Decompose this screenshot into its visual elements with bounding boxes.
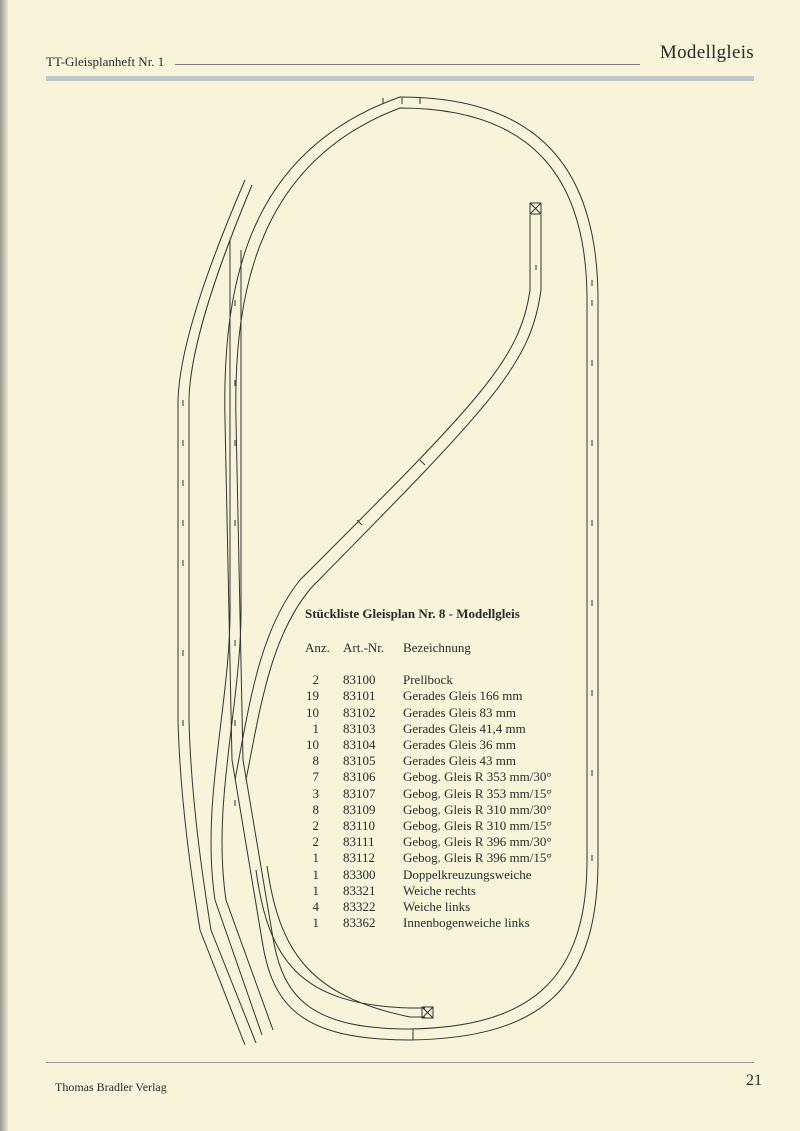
row-description: Gebog. Gleis R 310 mm/15° — [403, 818, 552, 834]
row-quantity: 4 — [312, 899, 319, 915]
row-quantity: 8 — [312, 801, 319, 817]
row-article-number: 83111 — [343, 834, 375, 850]
row-article-number: 83101 — [343, 688, 376, 704]
left-siding-track — [178, 180, 245, 1045]
footer-rule — [46, 1062, 754, 1063]
row-article-number: 83109 — [343, 801, 376, 817]
row-quantity: 1 — [312, 866, 319, 882]
page-number: 21 — [746, 1072, 762, 1089]
row-quantity: 19 — [306, 688, 319, 704]
row-description: Gerades Gleis 41,4 mm — [403, 720, 526, 736]
row-quantity: 3 — [312, 785, 319, 801]
row-article-number: 83107 — [343, 785, 376, 801]
row-quantity: 2 — [312, 834, 319, 850]
row-quantity: 1 — [312, 720, 319, 736]
row-quantity: 10 — [306, 704, 319, 720]
row-quantity: 2 — [312, 672, 319, 688]
table-row — [305, 753, 552, 769]
table-row — [305, 721, 552, 737]
row-article-number: 83100 — [343, 672, 376, 688]
row-quantity: 1 — [312, 850, 319, 866]
row-description: Gebog. Gleis R 353 mm/30° — [403, 769, 552, 785]
row-quantity: 1 — [312, 915, 319, 931]
table-row — [305, 769, 552, 785]
row-article-number: 83362 — [343, 915, 376, 931]
row-description: Weiche rechts — [403, 882, 476, 898]
row-description: Doppelkreuzungsweiche — [403, 866, 532, 882]
table-row — [305, 850, 552, 866]
row-article-number: 83106 — [343, 769, 376, 785]
row-article-number: 83110 — [343, 818, 376, 834]
row-quantity: 8 — [312, 753, 319, 769]
row-description: Gerades Gleis 83 mm — [403, 704, 517, 720]
table-row — [305, 802, 552, 818]
parts-list-header — [305, 640, 552, 656]
row-description: Gerades Gleis 36 mm — [403, 737, 517, 753]
section-title: Modellgleis — [659, 42, 754, 63]
table-row — [305, 688, 552, 704]
row-article-number: 83102 — [343, 704, 376, 720]
row-description: Gebog. Gleis R 396 mm/15° — [403, 850, 552, 866]
row-article-number: 83103 — [343, 720, 376, 736]
parts-list-title: Stückliste Gleisplan Nr. 8 - Modellgleis — [305, 606, 520, 621]
row-description: Gerades Gleis 43 mm — [403, 753, 517, 769]
left-siding-track-rail — [189, 185, 256, 1043]
table-row — [305, 834, 552, 850]
row-quantity: 2 — [312, 818, 319, 834]
table-row — [305, 672, 552, 688]
table-row — [305, 818, 552, 834]
table-row — [305, 899, 552, 915]
table-row — [305, 737, 552, 753]
row-quantity: 7 — [312, 769, 319, 785]
publisher-name: Thomas Bradler Verlag — [55, 1080, 167, 1094]
row-description: Gebog. Gleis R 396 mm/30° — [403, 834, 552, 850]
middle-siding-track — [211, 240, 262, 1035]
column-header-article-number: Art.-Nr. — [343, 640, 385, 655]
row-article-number: 83322 — [343, 899, 376, 915]
table-row — [305, 915, 552, 931]
parts-list — [305, 606, 552, 931]
row-article-number: 83300 — [343, 866, 376, 882]
column-header-quantity: Anz. — [305, 640, 330, 655]
row-description: Gerades Gleis 166 mm — [403, 688, 523, 704]
table-row — [305, 705, 552, 721]
row-description: Innenbogenweiche links — [403, 915, 530, 931]
row-description: Prellbock — [403, 672, 453, 688]
booklet-title: TT-Gleisplanheft Nr. 1 — [46, 54, 165, 69]
row-description: Weiche links — [403, 899, 471, 915]
row-article-number: 83105 — [343, 753, 376, 769]
row-description: Gebog. Gleis R 353 mm/15° — [403, 785, 552, 801]
table-row — [305, 786, 552, 802]
table-row — [305, 883, 552, 899]
column-header-description: Bezeichnung — [403, 640, 471, 655]
row-quantity: 10 — [306, 737, 319, 753]
row-article-number: 83104 — [343, 737, 376, 753]
row-article-number: 83321 — [343, 882, 376, 898]
row-description: Gebog. Gleis R 310 mm/30° — [403, 801, 552, 817]
table-row — [305, 867, 552, 883]
row-article-number: 83112 — [343, 850, 376, 866]
row-quantity: 1 — [312, 882, 319, 898]
